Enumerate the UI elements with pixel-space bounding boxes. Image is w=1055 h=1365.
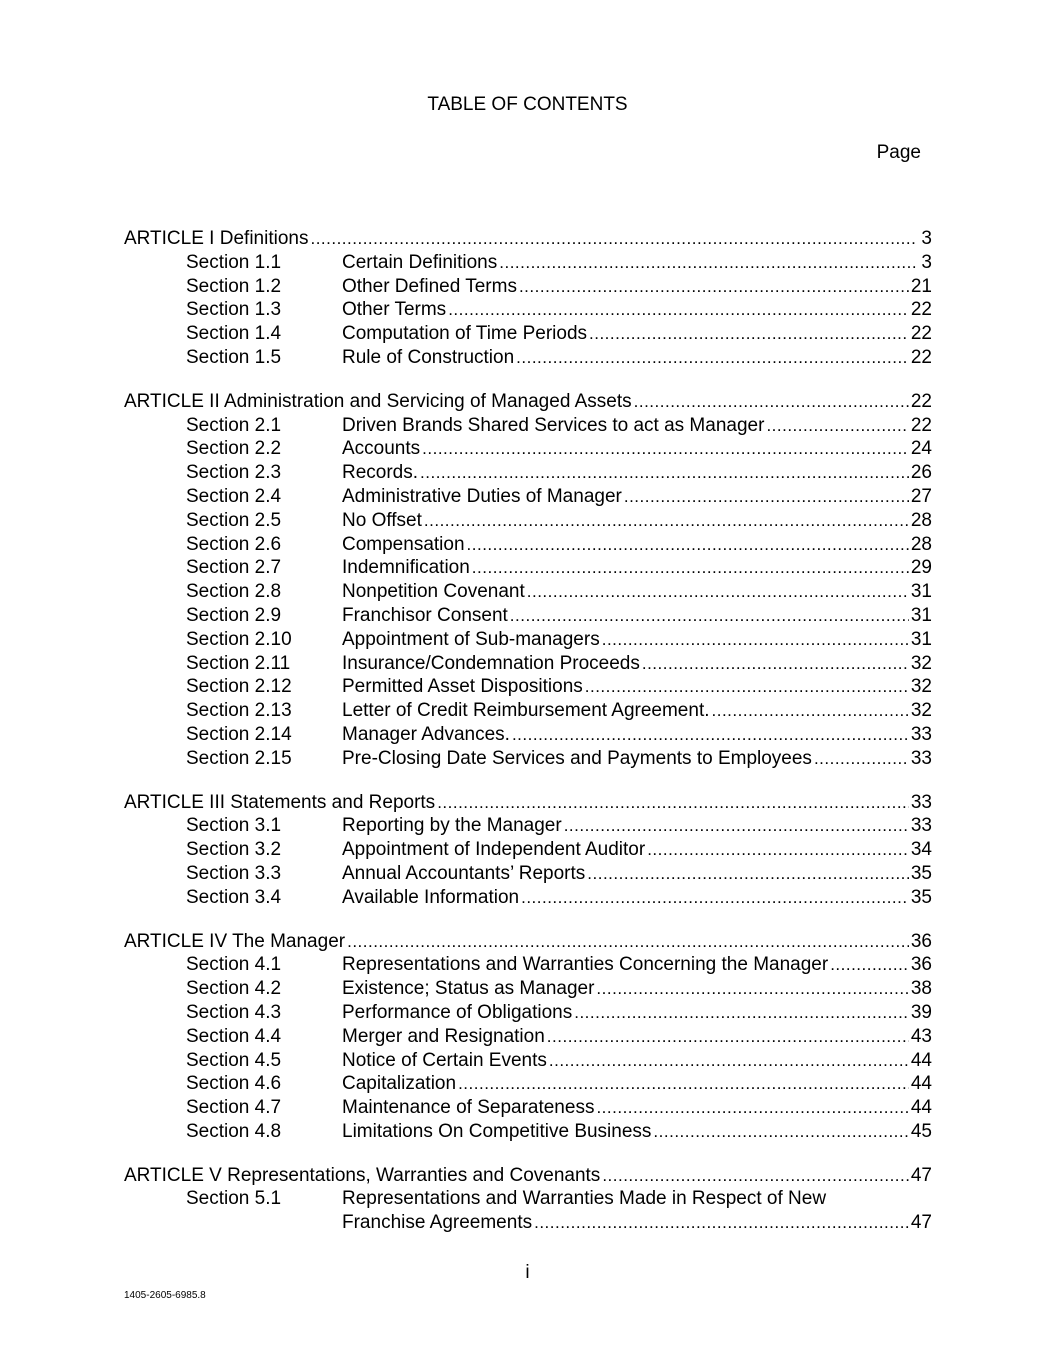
section-title: Other Defined Terms [342,275,517,297]
section-title: Appointment of Sub-managers [342,628,600,650]
page-column-label: Page [876,142,921,163]
toc-section-entry[interactable] [124,346,932,370]
dot-leader [602,628,909,652]
section-number: Section 2.11 [186,652,291,674]
dot-leader [602,1164,909,1188]
section-title: Appointment of Independent Auditor [342,839,646,861]
section-title: Representations and Warranties Made in Respect of New [342,1188,827,1210]
section-page: 33 [910,747,932,769]
dot-leader [596,1096,908,1120]
section-number: Section 1.5 [186,346,282,368]
toc-section-entry[interactable] [124,1120,932,1144]
section-page: 32 [910,676,932,698]
toc-section-entry[interactable] [124,533,932,557]
toc-section-entry[interactable] [124,509,932,533]
section-page: 32 [910,652,932,674]
section-number: Section 2.3 [186,462,282,484]
article-heading [124,930,345,954]
toc-section-entry[interactable] [124,437,932,461]
section-number: Section 2.5 [186,509,282,531]
section-page: 35 [910,886,932,908]
article-label: ARTICLE I [124,228,215,249]
dot-leader [519,275,909,299]
section-title: Accounts [342,438,421,460]
toc-section-entry[interactable] [124,1072,932,1096]
section-page: 36 [910,954,932,976]
section-number: Section 1.3 [186,299,282,321]
dot-leader [420,461,909,485]
section-number: Section 4.3 [186,1001,282,1023]
toc-section-entry[interactable] [124,298,932,322]
section-page: 28 [910,509,932,531]
dot-leader [564,814,909,838]
dot-leader [347,930,909,954]
section-number: Section 2.2 [186,438,282,460]
section-title: Insurance/Condemnation Proceeds [342,652,640,674]
section-number: Section 4.5 [186,1049,282,1071]
toc-section-entry[interactable] [124,953,932,977]
dot-leader [549,1049,909,1073]
section-page: 45 [910,1120,932,1142]
dot-leader [499,251,916,275]
section-number: Section 2.13 [186,700,292,722]
section-number: Section 2.1 [186,414,282,436]
article-label: ARTICLE V [124,1164,222,1186]
section-number: Section 2.9 [186,604,282,626]
section-title: Performance of Obligations [342,1001,573,1023]
dot-leader [516,346,909,370]
toc-section-entry[interactable] [124,604,932,628]
toc-article-entry[interactable] [124,227,932,251]
section-title: Existence; Status as Manager [342,978,595,1000]
section-page: 31 [910,628,932,650]
section-page: 24 [910,438,932,460]
toc-section-entry[interactable] [124,556,932,580]
section-page: 39 [910,1001,932,1023]
toc-section-entry[interactable] [124,1187,932,1211]
toc-section-entry[interactable] [124,862,932,886]
toc-title: TABLE OF CONTENTS [427,94,628,115]
toc-section-entry[interactable] [124,322,932,346]
section-title: No Offset [342,509,422,531]
toc-section-entry[interactable] [124,414,932,438]
section-page: 47 [910,1212,932,1234]
section-number: Section 4.1 [186,954,282,976]
section-number: Section 4.8 [186,1120,282,1142]
section-number: Section 5.1 [186,1188,282,1210]
toc-section-entry[interactable] [124,747,932,771]
section-title: Nonpetition Covenant [342,581,525,603]
toc-section-entry[interactable] [124,675,932,699]
section-number: Section 2.8 [186,581,282,603]
section-page: 33 [910,815,932,837]
dot-leader [624,485,909,509]
section-title: Available Information [342,886,520,908]
section-title: Other Terms [342,299,447,321]
section-title: Permitted Asset Dispositions [342,676,583,698]
dot-leader [596,977,908,1001]
section-number: Section 2.12 [186,676,292,698]
dot-leader [534,1211,909,1235]
section-title: Capitalization [342,1073,457,1095]
dot-leader [653,1120,908,1144]
section-title: Pre-Closing Date Services and Payments to Employees [342,747,812,769]
section-title: Notice of Certain Events [342,1049,547,1071]
page-number: i [525,1262,530,1283]
dot-leader [512,723,909,747]
toc-article-entry[interactable] [124,1164,932,1188]
dot-leader [458,1072,909,1096]
section-page: 32 [910,700,932,722]
dot-leader [585,675,909,699]
article-label: ARTICLE II [124,390,220,412]
section-page: 22 [910,299,932,321]
section-number: Section 2.10 [186,628,292,650]
section-number: Section 2.14 [186,723,292,745]
article-heading [124,1164,600,1188]
section-number: Section 4.7 [186,1097,282,1119]
section-title: Reporting by the Manager [342,815,562,837]
section-page: 22 [910,414,932,436]
article-heading [124,390,632,414]
section-title: Manager Advances. [342,723,510,745]
dot-leader [527,580,909,604]
section-page: 21 [910,275,932,297]
section-title: Certain Definitions [342,251,498,273]
toc-section-entry[interactable] [124,628,932,652]
toc-article-entry[interactable] [124,791,932,815]
section-page: 26 [910,462,932,484]
toc-section-entry[interactable] [124,652,932,676]
section-number: Section 1.1 [186,251,282,273]
toc-section-entry[interactable] [124,886,932,910]
dot-leader [766,414,908,438]
section-page: 44 [910,1049,932,1071]
toc-section-entry[interactable] [124,838,932,862]
toc-section-entry[interactable] [124,1049,932,1073]
dot-leader [310,227,916,251]
section-number: Section 3.2 [186,839,282,861]
dot-leader [574,1001,909,1025]
section-title: Letter of Credit Reimbursement Agreement. [342,700,710,722]
section-title: Annual Accountants’ Reports [342,862,586,884]
dot-leader [647,838,909,862]
article-page: 33 [910,791,932,813]
section-title: Franchisor Consent [342,604,508,626]
section-page: 3 [921,251,932,273]
toc-section-entry[interactable] [124,461,932,485]
section-title: Limitations On Competitive Business [342,1120,652,1142]
section-page: 31 [910,581,932,603]
section-number: Section 4.6 [186,1073,282,1095]
section-number: Section 2.15 [186,747,292,769]
section-page: 44 [910,1073,932,1095]
dot-leader [547,1025,909,1049]
section-number: Section 2.6 [186,533,282,555]
section-title: Records. [342,462,419,484]
toc-section-entry[interactable] [124,977,932,1001]
article-label: ARTICLE IV [124,930,228,952]
dot-leader [712,699,909,723]
dot-leader [587,862,909,886]
section-page: 35 [910,862,932,884]
toc-section-entry[interactable] [124,814,932,838]
section-page: 29 [910,557,932,579]
toc-section-entry[interactable] [124,275,932,299]
section-page: 43 [910,1025,932,1047]
dot-leader [448,298,909,322]
toc-article-entry[interactable] [124,390,932,414]
toc-section-entry[interactable] [124,723,932,747]
article-title: Administration and Servicing of Managed Assets [223,390,632,412]
article-heading [124,791,435,815]
section-number: Section 3.3 [186,862,282,884]
section-number: Section 2.4 [186,485,282,507]
dot-leader [642,652,909,676]
article-heading [124,227,308,251]
dot-leader [424,509,909,533]
section-title: Representations and Warranties Concerning the Manager [342,954,829,976]
section-number: Section 3.4 [186,886,282,908]
section-title: Rule of Construction [342,346,515,368]
section-title: Compensation [342,533,465,555]
article-page: 3 [921,228,932,249]
dot-leader [589,322,909,346]
dot-leader [437,791,909,815]
section-page: 27 [910,485,932,507]
section-page: 44 [910,1097,932,1119]
toc-article-entry[interactable] [124,930,932,954]
section-number: Section 3.1 [186,815,282,837]
dot-leader [830,953,909,977]
document-code: 1405-2605-6985.8 [124,1290,206,1301]
article-label: ARTICLE III [124,791,226,813]
section-page: 28 [910,533,932,555]
toc-section-continuation[interactable] [124,1211,932,1235]
dot-leader [510,604,909,628]
dot-leader [634,390,909,414]
section-number: Section 4.2 [186,978,282,1000]
toc-section-entry[interactable] [124,1096,932,1120]
section-page: 38 [910,978,932,1000]
article-page: 22 [910,390,932,412]
article-title: Statements and Reports [230,791,436,813]
section-title: Maintenance of Separateness [342,1097,595,1119]
article-page: 47 [910,1164,932,1186]
section-title: Driven Brands Shared Services to act as Manager [342,414,765,436]
dot-leader [467,533,909,557]
section-number: Section 1.4 [186,323,282,345]
section-page: 31 [910,604,932,626]
article-page: 36 [910,930,932,952]
section-number: Section 4.4 [186,1025,282,1047]
toc-section-entry[interactable] [124,1001,932,1025]
section-title: Indemnification [342,557,470,579]
section-page: 33 [910,723,932,745]
section-title: Administrative Duties of Manager [342,485,622,507]
section-number: Section 2.7 [186,557,282,579]
toc-list [124,227,932,1235]
toc-section-entry[interactable] [124,251,932,275]
toc-section-entry[interactable] [124,485,932,509]
section-title: Computation of Time Periods [342,323,588,345]
section-title: Merger and Resignation [342,1025,545,1047]
dot-leader [521,886,909,910]
article-title: Representations, Warranties and Covenants [227,1164,601,1186]
article-title: The Manager [232,930,346,952]
toc-section-entry[interactable] [124,1025,932,1049]
section-number: Section 1.2 [186,275,282,297]
toc-section-entry[interactable] [124,699,932,723]
section-title-continued: Franchise Agreements [342,1212,533,1234]
section-page: 34 [910,839,932,861]
article-title: Definitions [219,228,309,249]
dot-leader [472,556,909,580]
section-page: 22 [910,346,932,368]
dot-leader [814,747,909,771]
section-page: 22 [910,323,932,345]
toc-section-entry[interactable] [124,580,932,604]
dot-leader [422,437,909,461]
